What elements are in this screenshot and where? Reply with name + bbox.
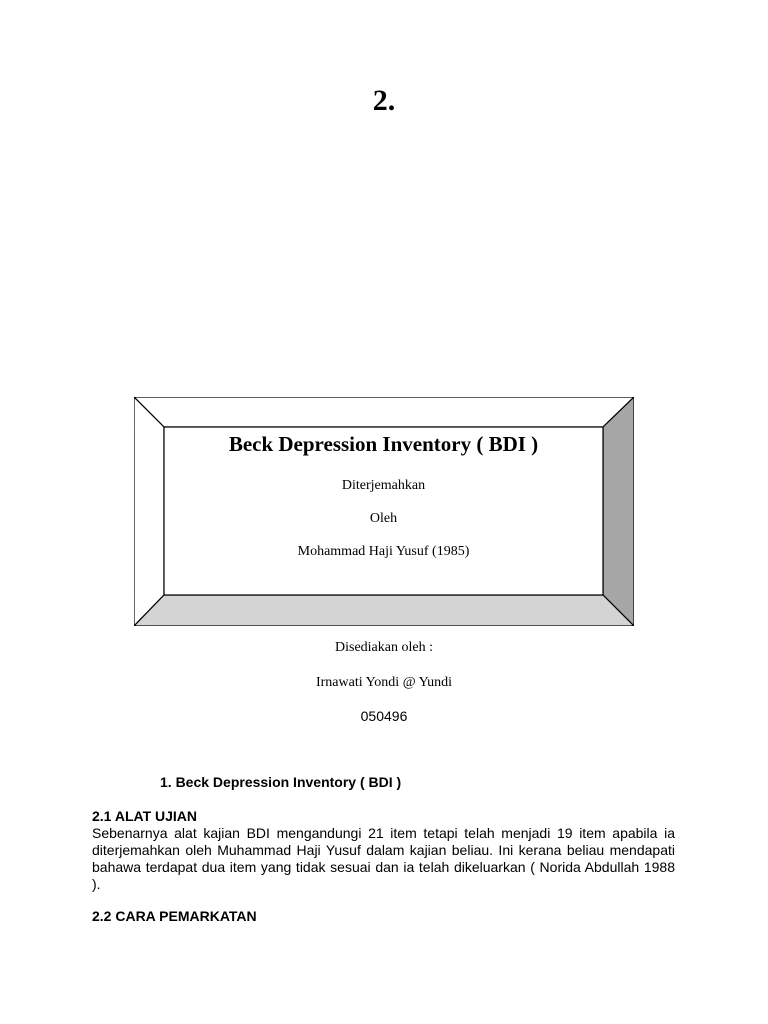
by-label: Oleh xyxy=(369,511,398,526)
author-id: 050496 xyxy=(360,708,408,724)
section-heading-cara-pemarkatan: 2.2 CARA PEMARKATAN xyxy=(92,908,257,924)
frame-content xyxy=(164,427,603,561)
section-heading-alat-ujian: 2.1 ALAT UJIAN xyxy=(92,808,198,824)
prepared-by-label: Disediakan oleh : xyxy=(335,640,433,655)
document-title: Beck Depression Inventory ( BDI ) xyxy=(228,432,539,456)
translated-label: Diterjemahkan xyxy=(341,478,426,493)
translator-name: Mohammad Haji Yusuf (1985) xyxy=(297,544,470,559)
numbered-heading: 1. Beck Depression Inventory ( BDI ) xyxy=(160,774,402,790)
author-name: Irnawati Yondi @ Yundi xyxy=(315,675,453,690)
page-number: 2. xyxy=(372,84,396,117)
section-paragraph: Sebenarnya alat kajian BDI mengandungi 21 item tetapi telah menjadi 19 item apabila ia diterjemahkan oleh Muhammad Haji Yusuf dalam kajian beliau. Ini kerana beliau mendapati bahawa terdapat dua item yang tidak sesuai dan ia telah dikeluarkan ( Norida Abdullah 1988 ). xyxy=(92,825,675,892)
